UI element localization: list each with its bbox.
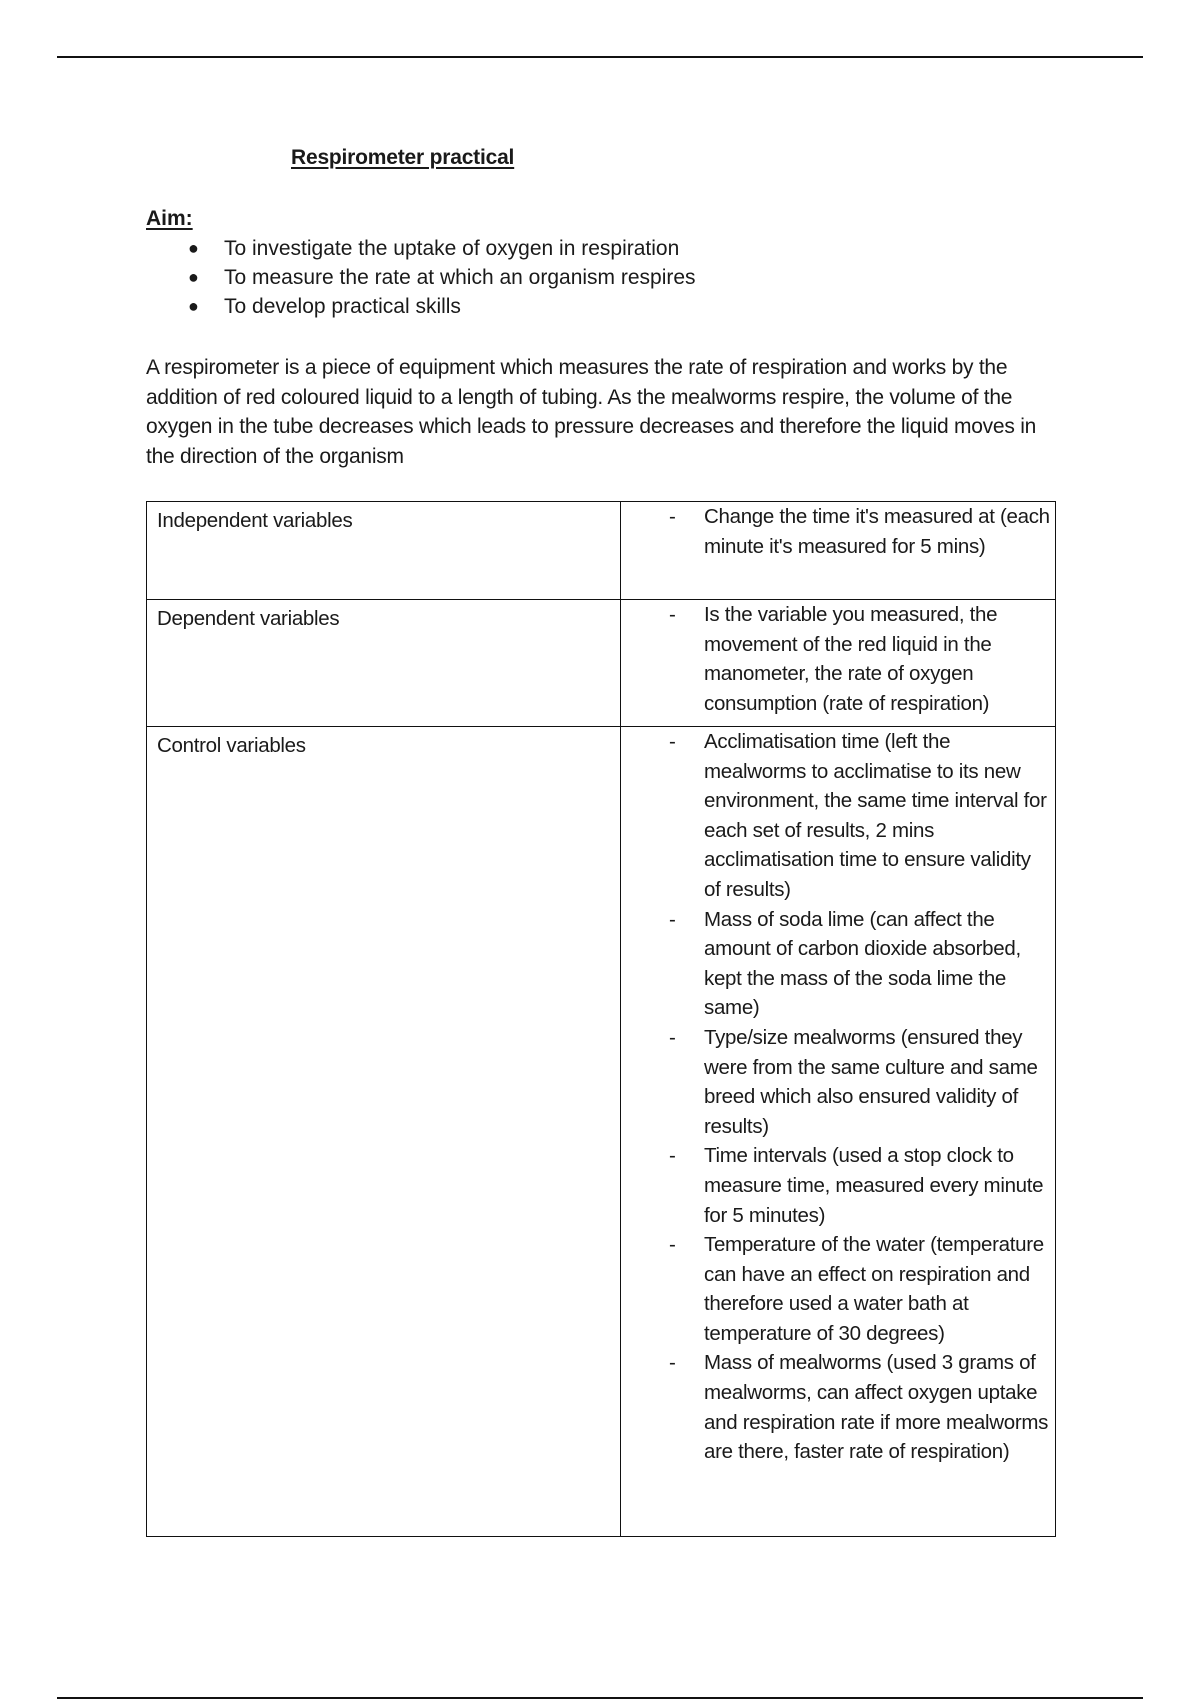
list-item <box>621 905 1051 1023</box>
list-item <box>621 502 1051 561</box>
dash-icon: - <box>669 505 676 528</box>
list-item-text: Acclimatisation time (left the mealworms to acclimatise to its new environment, the same time interval for each set of results, 2 mins acclimatisation time to ensure validity of results) <box>704 730 1047 901</box>
bullet-icon: ● <box>188 238 199 258</box>
aim-item <box>146 263 696 292</box>
list-item-text: Change the time it's measured at (each minute it's measured for 5 mins) <box>704 505 1050 558</box>
list-item <box>621 1023 1051 1141</box>
variable-type-cell: Control variables <box>147 727 621 1537</box>
aim-heading: Aim: <box>146 207 193 230</box>
detail-list <box>621 600 1051 718</box>
aim-item <box>146 234 696 263</box>
table-row <box>147 600 1056 727</box>
dash-icon: - <box>669 1351 676 1375</box>
list-item-text: Mass of soda lime (can affect the amount of carbon dioxide absorbed, kept the mass of the soda lime the same) <box>704 907 1021 1020</box>
table-row <box>147 727 1056 1537</box>
aim-item <box>146 292 696 321</box>
list-item <box>621 600 1051 718</box>
top-rule <box>57 56 1143 58</box>
dash-icon: - <box>669 1025 676 1049</box>
table-row <box>147 502 1056 600</box>
list-item-text: Time intervals (used a stop clock to measure time, measured every minute for 5 minutes) <box>704 1144 1044 1227</box>
page-title: Respirometer practical <box>291 146 515 169</box>
variable-details-cell <box>621 600 1056 727</box>
variable-type-cell: Dependent variables <box>147 600 621 727</box>
variable-details-cell <box>621 502 1056 600</box>
list-item-text: Is the variable you measured, the movement of the red liquid in the manometer, the rate of oxygen consumption (rate of respiration) <box>704 603 998 715</box>
dash-icon: - <box>669 730 676 753</box>
aim-item-text: To measure the rate at which an organism respires <box>224 266 696 289</box>
list-item <box>621 1230 1051 1348</box>
dash-icon: - <box>669 907 676 931</box>
bullet-icon: ● <box>188 296 199 316</box>
list-item-text: Type/size mealworms (ensured they were from the same culture and same breed which also ensured validity of results) <box>704 1025 1038 1138</box>
list-item <box>621 727 1051 905</box>
list-item <box>621 1348 1051 1466</box>
dash-icon: - <box>669 1144 676 1168</box>
bullet-icon: ● <box>188 267 199 287</box>
bottom-rule <box>57 1697 1143 1699</box>
list-item-text: Temperature of the water (temperature can have an effect on respiration and therefore used a water bath at temperature of 30 degrees) <box>704 1233 1044 1345</box>
dash-icon: - <box>669 603 676 626</box>
list-item-text: Mass of mealworms (used 3 grams of mealworms, can affect oxygen uptake and respiration rate if more mealworms are there, faster rate of respiration) <box>704 1351 1049 1464</box>
intro-paragraph: A respirometer is a piece of equipment which measures the rate of respiration and works by the addition of red coloured liquid to a length of tubing. As the mealworms respire, the volume of the oxygen in the tube decreases which leads to pressure decreases and therefore the liquid moves in the direction of the organism <box>146 356 1037 468</box>
detail-list <box>621 727 1051 1467</box>
variable-type-cell: Independent variables <box>147 502 621 600</box>
variables-table <box>146 501 1056 1537</box>
aim-list <box>146 234 696 321</box>
list-item <box>621 1141 1051 1230</box>
variable-details-cell <box>621 727 1056 1537</box>
detail-list <box>621 502 1051 561</box>
dash-icon: - <box>669 1233 676 1257</box>
aim-item-text: To investigate the uptake of oxygen in respiration <box>224 237 680 260</box>
aim-item-text: To develop practical skills <box>224 295 461 318</box>
